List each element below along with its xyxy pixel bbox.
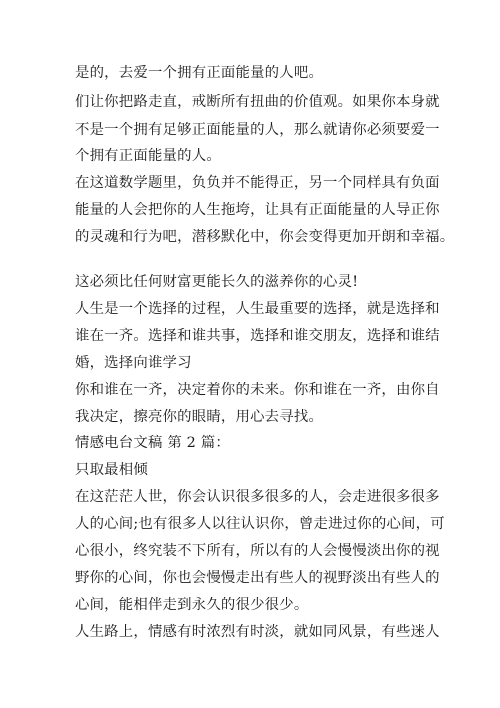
text-line: 们让你把路走直，戒断所有扭曲的价值观。如果你本身就 — [75, 94, 440, 110]
text-line: 谁在一齐。选择和谁共事，选择和谁交朋友，选择和谁结 — [75, 328, 440, 344]
text-line: 野你的心间，你也会慢慢走出有些人的视野淡出有些人的 — [75, 570, 440, 586]
text-line: 人生是一个选择的过程，人生最重要的选择，就是选择和 — [75, 301, 440, 317]
text-line: 人生路上，情感有时浓烈有时淡，就如同风景，有些迷人 — [75, 624, 440, 640]
text-line: 个拥有正面能量的人。 — [75, 148, 221, 164]
text-line: 在这茫茫人世，你会认识很多很多的人，会走进很多很多 — [75, 489, 440, 505]
text-line: 能量的人会把你的人生拖垮，让具有正面能量的人导正你 — [75, 202, 440, 218]
section-heading: 情感电台文稿 第 2 篇： — [75, 435, 230, 451]
article-title: 只取最相倾 — [75, 462, 148, 478]
text-line: 这必须比任何财富更能长久的滋养你的心灵! — [75, 274, 359, 290]
text-line: 在这道数学题里，负负并不能得正，另一个同样具有负面 — [75, 175, 440, 191]
text-line: 人的心间;也有很多人以往认识你，曾走进过你的心间，可 — [75, 516, 445, 532]
text-line: 心很小，终究装不下所有，所以有的人会慢慢淡出你的视 — [75, 543, 440, 559]
text-line: 婚，选择向谁学习 — [75, 355, 192, 371]
text-line: 心间，能相伴走到永久的很少很少。 — [75, 597, 309, 613]
text-line: 你和谁在一齐，决定着你的未来。你和谁在一齐，由你自 — [75, 382, 440, 398]
text-line: 的灵魂和行为吧，潜移默化中，你会变得更加开朗和幸福。 — [75, 229, 455, 245]
text-line: 是的，去爱一个拥有正面能量的人吧。 — [75, 65, 324, 81]
text-line: 不是一个拥有足够正面能量的人，那么就请你必须要爱一 — [75, 122, 440, 138]
text-line: 我决定，擦亮你的眼睛，用心去寻找。 — [75, 409, 324, 425]
